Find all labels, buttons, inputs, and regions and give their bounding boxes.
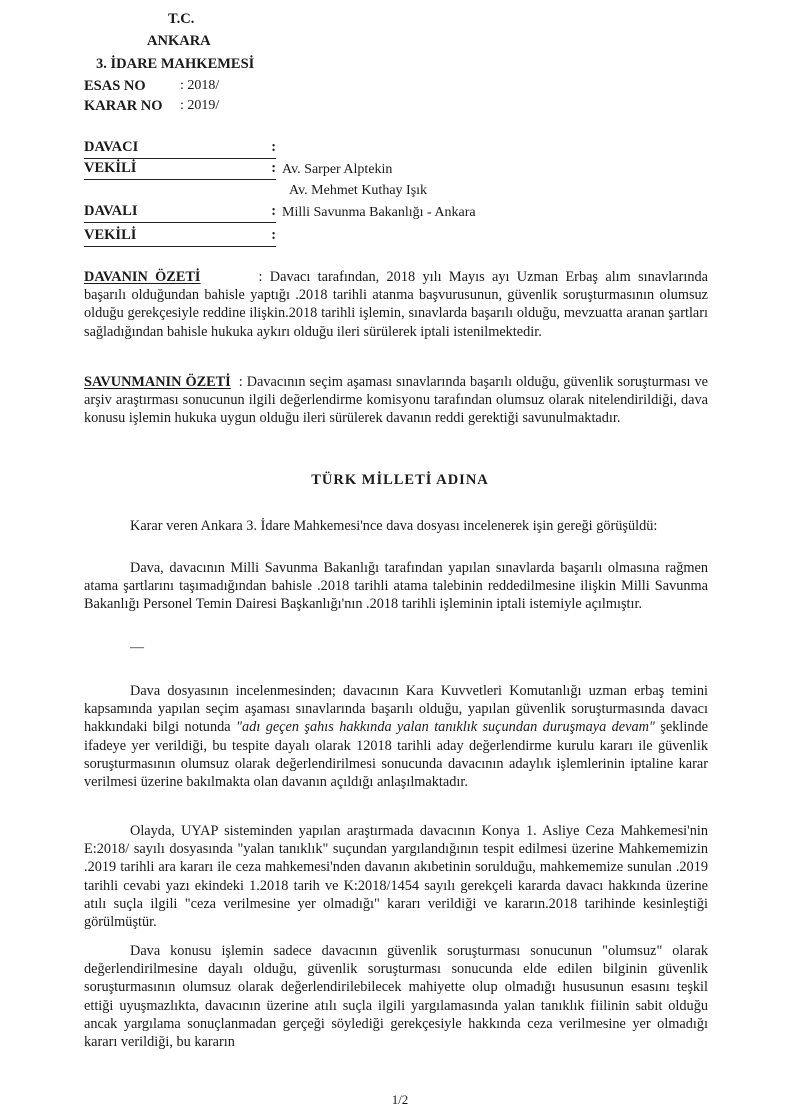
- body-paragraph-3-part-b: şeklinde ifadeye yer verildiği, bu tespite dayalı olarak 12018 tarihli aday değerlendirme kurulu kararı ile güvenlik soruşturmasının olumsuz olarak değerlendirilmesi sonucunda davacının adaylık işlemlerinin iptaline karar verilmesi üzerine bakılmakta olan davanın açıldığı anlaşılmaktadır.: [84, 719, 708, 791]
- body-paragraph-3: [84, 682, 708, 791]
- davali-vekili-row: [84, 226, 276, 247]
- davali-value: Milli Savunma Bakanlığı - Ankara: [282, 205, 476, 220]
- davaci-vekili-2: Av. Mehmet Kuthay Işık: [289, 183, 428, 198]
- header-tc: T.C.: [168, 11, 195, 27]
- body-paragraph-1: Karar veren Ankara 3. İdare Mahkemesi'nce dava dosyası incelenerek işin gereği görüşüldü:: [130, 518, 658, 534]
- body-paragraph-5: Dava konusu işlemin sadece davacının güvenlik soruşturması sonucunun "olumsuz" olarak değerlendirilmesine dayalı olduğu, güvenlik soruşturması sonucunda elde edilen bilginin güvenlik soruşturmasının olumsuz olarak değerlendirilebilecek mahiyette olup olmadığı hususunun esasını teşkil ettiği uyuşmazlıkta, davacının üzerine atılı suçla ilgili yargılamasında yalan tanıklık fiilinin sabit olduğu ancak yargılama sonuçlanmadan gerçeği söylediği gerekçesiyle hakkında ceza verilmesine yer olmadığı kararı verildiği, bu kararın: [84, 943, 708, 1051]
- savunmanin-ozeti-text: : Davacının seçim aşaması sınavlarında başarılı olduğu, güvenlik soruşturması ve arşiv araştırması sonucunun ilgili değerlendirme komisyonu tarafından olumsuz olarak nitelendirildiği, dava konusu işlemin hukuka uygun olduğu ileri sürülerek davanın reddi gerektiği savunulmaktadır.: [84, 374, 708, 427]
- davaci-vekili-row: [84, 159, 276, 180]
- davali-label: DAVALI: [84, 203, 138, 219]
- davaci-vekili-1: Av. Sarper Alptekin: [282, 162, 393, 177]
- davaci-row: [84, 138, 276, 159]
- separator-dash: —: [130, 640, 144, 655]
- davaci-vekili-label: VEKİLİ: [84, 160, 137, 176]
- davali-colon: :: [271, 203, 276, 219]
- body-paragraph-3-part-a: Dava dosyasının incelenmesinden; davacının Kara Kuvvetleri Komutanlığı uzman erbaş temini kapsamında yapılan seçim aşaması sınavlarında başarılı olduğu, yapılan güvenlik soruşturmasında davacı hakkındaki bilgi notunda: [84, 683, 708, 736]
- page-number: 1/2: [391, 1092, 409, 1107]
- header-city: ANKARA: [147, 33, 211, 49]
- esas-no-label: ESAS NO: [84, 78, 146, 94]
- davaci-label: DAVACI: [84, 139, 139, 155]
- davanin-ozeti-paragraph: [84, 268, 708, 341]
- davali-vekili-label: VEKİLİ: [84, 227, 137, 243]
- savunmanin-ozeti-paragraph: [84, 373, 708, 428]
- davanin-ozeti-label: DAVANIN ÖZETİ: [84, 269, 201, 285]
- body-paragraph-3-quote: "adı geçen şahıs hakkında yalan tanıklık suçundan duruşmaya devam": [236, 719, 655, 736]
- header-court: 3. İDARE MAHKEMESİ: [96, 56, 255, 72]
- savunmanin-ozeti-label: SAVUNMANIN ÖZETİ: [84, 374, 231, 390]
- davaci-vekili-colon: :: [271, 160, 276, 176]
- davali-row: [84, 202, 276, 223]
- esas-no-value: : 2018/: [180, 78, 220, 93]
- davali-vekili-colon: :: [271, 227, 276, 243]
- document-title: TÜRK MİLLETİ ADINA: [311, 472, 489, 488]
- karar-no-label: KARAR NO: [84, 98, 163, 114]
- karar-no-value: : 2019/: [180, 98, 220, 113]
- davanin-ozeti-text: : Davacı tarafından, 2018 yılı Mayıs ayı Uzman Erbaş alım sınavlarında başarılı olduğundan bahisle yaptığı .2018 tarihli atanma başvurusunun, güvenlik soruşturmasının olumsuz olduğu gerekçesiyle reddine ilişkin.2018 tarihli işlemin, sınavlarda başarılı olduğu, mevzuatta aranan şartları sağladığından bahisle hukuka aykırı olduğu ileri sürülerek iptali istenilmektedir.: [84, 269, 708, 340]
- body-paragraph-2: Dava, davacının Milli Savunma Bakanlığı tarafından yapılan sınavlarda başarılı olmasına rağmen atama şartlarını taşımadığından bahisle .2018 tarihli atama talebinin reddedilmesine ilişkin Milli Savunma Bakanlığı Personel Temin Dairesi Başkanlığı'nın .2018 tarihli işleminin iptali istemiyle açılmıştır.: [84, 560, 708, 613]
- body-paragraph-4: Olayda, UYAP sisteminden yapılan araştırmada davacının Konya 1. Asliye Ceza Mahkemesi'nin E:2018/ sayılı dosyasında "yalan tanıklık" suçundan yargılandığının tespit edilmesi üzerine Mahkememizin .2019 tarihli ara kararı ile ceza mahkemesi'nden davanın akıbetinin sorulduğu, mahkememize sunulan .2019 tarihli cevabi yazı ekindeki 1.2018 tarih ve K:2018/1454 sayılı gerekçeli kararda davacı hakkında üzerine atılı suçla ilgili "ceza verilmesine yer olmadığı" kararı verildiği ve kararın.2018 tarihinde kesinleştiği görülmüştür.: [84, 823, 708, 931]
- davaci-colon: :: [271, 139, 276, 155]
